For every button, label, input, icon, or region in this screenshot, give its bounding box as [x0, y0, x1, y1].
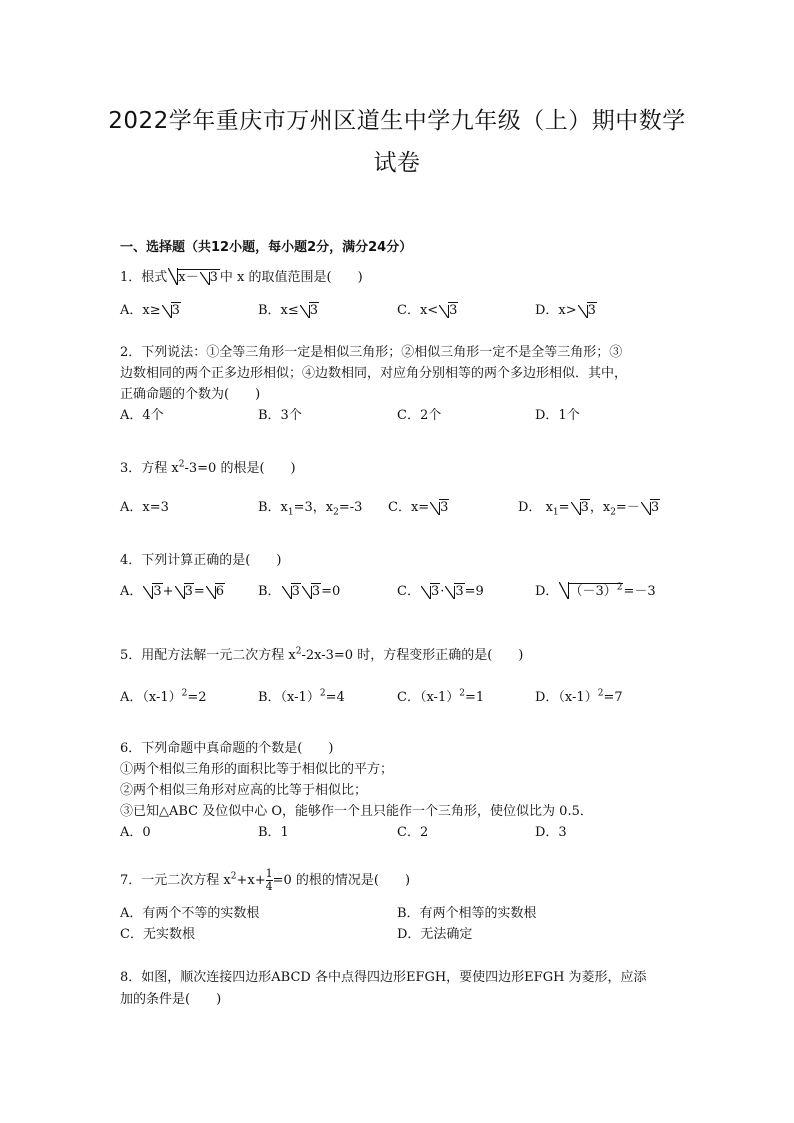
q1-option-b-root: 3 [309, 303, 319, 318]
q3-option-b-val: =-3 [338, 500, 363, 515]
q4-option-d-radicand [568, 583, 623, 599]
q6-stem: 6．下列命题中真命题的个数是( ) [120, 741, 334, 756]
q3-option-c-root: 3 [440, 500, 449, 515]
q4-option-c-radical-2 [445, 584, 464, 599]
q5-option-c [397, 686, 484, 705]
q4-option-a-root-1: 3 [153, 584, 162, 599]
q4-option-a-root-3: 6 [215, 584, 225, 599]
q3-option-d-radical-1 [571, 500, 590, 515]
q7-option-b: B．有两个相等的实数根 [397, 906, 537, 921]
q3-stem [120, 457, 296, 476]
q5-option-d [535, 686, 623, 705]
q5-option-a-exp: 2 [181, 688, 188, 699]
q3-option-b [258, 496, 362, 518]
q5-option-b-base: B．（x-1） [258, 690, 320, 705]
q5-option-c-exp: 2 [459, 688, 465, 699]
q4-option-b-radical-2 [302, 584, 321, 599]
q5-option-a-base: A．（x-1） [120, 690, 182, 705]
q4-option-d-exp: 2 [616, 582, 623, 593]
q2-option-c: C．2个 [397, 408, 442, 423]
q4-option-b-label: B． [258, 584, 281, 599]
q5-option-c-base: C．（x-1） [397, 690, 460, 705]
q1-option-a [120, 299, 181, 318]
q5-text-b: -2x-3=0 时，方程变形正确的是( ) [301, 648, 524, 663]
q5-stem [120, 644, 523, 663]
q3-option-b-sub1: 1 [287, 507, 294, 518]
q1-option-b [258, 299, 319, 318]
q5-option-d-base: D．（x-1） [535, 690, 598, 705]
q3-option-d-x2: ，x [589, 500, 611, 515]
q4-option-c-root-2: 3 [455, 584, 464, 599]
q1-option-a-text: A．x≥ [120, 303, 161, 318]
q4-option-c-label: C． [397, 584, 420, 599]
q3-option-b-x1: B．x [258, 500, 288, 515]
q4-option-b-radical-1 [282, 584, 301, 599]
q4-option-d-eq: =－3 [623, 584, 656, 599]
q2-stem-line-3: 正确命题的个数为( ) [120, 387, 261, 402]
q1-text-a: 1．根式 [120, 270, 168, 285]
q1-option-d [535, 299, 597, 318]
q4-option-b-eq: =0 [321, 584, 341, 599]
q7-option-d: D．无法确定 [397, 927, 473, 942]
q3-exponent: 2 [178, 459, 185, 470]
q3-option-d-eq2: =－ [615, 500, 640, 515]
q3-text-b: -3=0 的根是( ) [184, 461, 296, 476]
q3-text-a: 3．方程 x [120, 461, 179, 476]
q5-option-d-exp: 2 [597, 688, 604, 699]
section-heading: 一、选择题（共12小题，每小题2分，满分24分） [120, 240, 413, 255]
q2-stem-line-2: 边数相同的两个正多边形相似；④边数相同，对应角分别相等的两个多边形相似．其中， [120, 366, 628, 381]
q4-option-c-eq: =9 [464, 584, 484, 599]
q1-option-c-root: 3 [449, 303, 458, 318]
q5-option-a-val: =2 [187, 690, 207, 705]
q4-option-a-radical-2 [175, 584, 194, 599]
q1-radical [168, 266, 220, 285]
q3-option-d-label: D． [518, 500, 542, 515]
q1-option-d-root: 3 [587, 303, 596, 318]
q7-fraction-numerator: 1 [265, 867, 273, 880]
q4-option-d [535, 580, 656, 599]
q4-option-d-base: （－3） [569, 584, 617, 599]
q4-option-a-plus: + [162, 584, 174, 599]
q4-option-b [258, 580, 340, 599]
q1-inner-radical [200, 270, 219, 285]
q2-stem-line-1: 2．下列说法：①全等三角形一定是相似三角形；②相似三角形一定不是全等三角形；③ [120, 345, 623, 360]
q1-option-c [397, 299, 458, 318]
q4-option-b-root-2: 3 [311, 584, 321, 599]
q2-option-d: D．1个 [535, 408, 580, 423]
q5-option-b [258, 686, 345, 705]
page-title: 2022学年重庆市万州区道生中学九年级（上）期中数学试卷 [108, 108, 686, 176]
q7-fraction-denominator: 4 [265, 880, 273, 893]
q7-text-a: 7．一元二次方程 x [120, 873, 231, 888]
q5-option-a [120, 686, 207, 705]
q7-option-a: A．有两个不等的实数根 [120, 906, 260, 921]
q5-option-c-val: =1 [464, 690, 485, 705]
q4-stem: 4．下列计算正确的是( ) [120, 553, 282, 568]
q6-item-1: ①两个相似三角形的面积比等于相似比的平方； [120, 762, 394, 777]
q7-fraction [266, 868, 273, 893]
question-1-stem [120, 266, 363, 285]
q2-option-a: A．4个 [120, 408, 164, 423]
q1-option-c-text: C．x< [397, 303, 439, 318]
q7-text-b: +x+ [236, 873, 266, 888]
q3-option-b-sub2: 2 [333, 507, 339, 518]
q3-option-c [388, 496, 449, 515]
q5-option-d-val: =7 [603, 690, 623, 705]
q5-exponent: 2 [295, 646, 302, 657]
q4-option-a-eq: = [193, 584, 205, 599]
q7-option-c: C．无实数根 [120, 927, 195, 942]
q1-text-b: 中 x 的取值范围是( ) [219, 270, 363, 285]
q6-option-a: A．0 [120, 825, 151, 840]
q3-option-d-radical-2 [641, 500, 660, 515]
q4-option-d-radical [559, 580, 623, 599]
q6-item-3: ③已知△ABC 及位似中心 O，能够作一个且只能作一个三角形，使位似比为 0.5． [120, 804, 593, 819]
q4-option-a-label: A． [120, 584, 143, 599]
q6-option-d: D．3 [535, 825, 567, 840]
q5-option-b-exp: 2 [319, 688, 326, 699]
q4-option-a-radical-3 [206, 584, 225, 599]
q4-option-a-root-2: 3 [184, 584, 193, 599]
q4-option-b-root-1: 3 [291, 584, 300, 599]
q4-option-a-radical-1 [143, 584, 162, 599]
q3-option-d-sub1: 1 [552, 507, 559, 518]
q3-option-a: A．x=3 [120, 500, 169, 515]
q3-option-b-x2: =3，x [293, 500, 334, 515]
q1-option-c-radical [439, 303, 458, 318]
q3-option-c-radical [430, 500, 449, 515]
q3-option-c-text: C．x= [388, 500, 430, 515]
q4-option-c-dot: · [440, 584, 445, 599]
q1-option-b-radical [300, 303, 319, 318]
q4-option-c-root-1: 3 [430, 584, 440, 599]
q3-option-d-x1: x [545, 500, 553, 515]
q5-text-a: 5．用配方法解一元二次方程 x [120, 648, 296, 663]
q4-option-c [397, 580, 484, 599]
q6-item-2: ②两个相似三角形对应高的比等于相似比； [120, 783, 368, 798]
q3-option-d [518, 496, 660, 518]
q4-option-a [120, 580, 225, 599]
q1-option-d-radical [578, 303, 597, 318]
q1-option-b-text: B．x≤ [258, 303, 299, 318]
q5-option-b-val: =4 [325, 690, 345, 705]
q7-stem [120, 868, 410, 893]
q1-option-a-root: 3 [171, 303, 180, 318]
q1-radicand: x－ [178, 270, 199, 285]
q3-option-d-root-1: 3 [580, 500, 589, 515]
q1-option-d-text: D．x> [535, 303, 577, 318]
q4-option-d-label: D． [535, 584, 559, 599]
q3-option-d-root-2: 3 [650, 500, 660, 515]
q6-option-c: C．2 [397, 825, 429, 840]
q8-stem-line-1: 8．如图，顺次连接四边形ABCD 各中点得四边形EFGH，要使四边形EFGH 为菱形，应添 [120, 970, 647, 985]
q4-option-c-radical-1 [421, 584, 440, 599]
q1-option-a-radical [162, 303, 181, 318]
q6-option-b: B．1 [258, 825, 289, 840]
q2-option-b: B．3个 [258, 408, 302, 423]
q7-text-c: =0 的根的情况是( ) [272, 873, 411, 888]
q3-option-d-sub2: 2 [610, 507, 616, 518]
q1-inner-radicand: 3 [209, 270, 218, 285]
q3-option-d-eq1: = [558, 500, 570, 515]
q8-stem-line-2: 加的条件是( ) [120, 992, 222, 1007]
q7-exponent: 2 [230, 871, 237, 882]
